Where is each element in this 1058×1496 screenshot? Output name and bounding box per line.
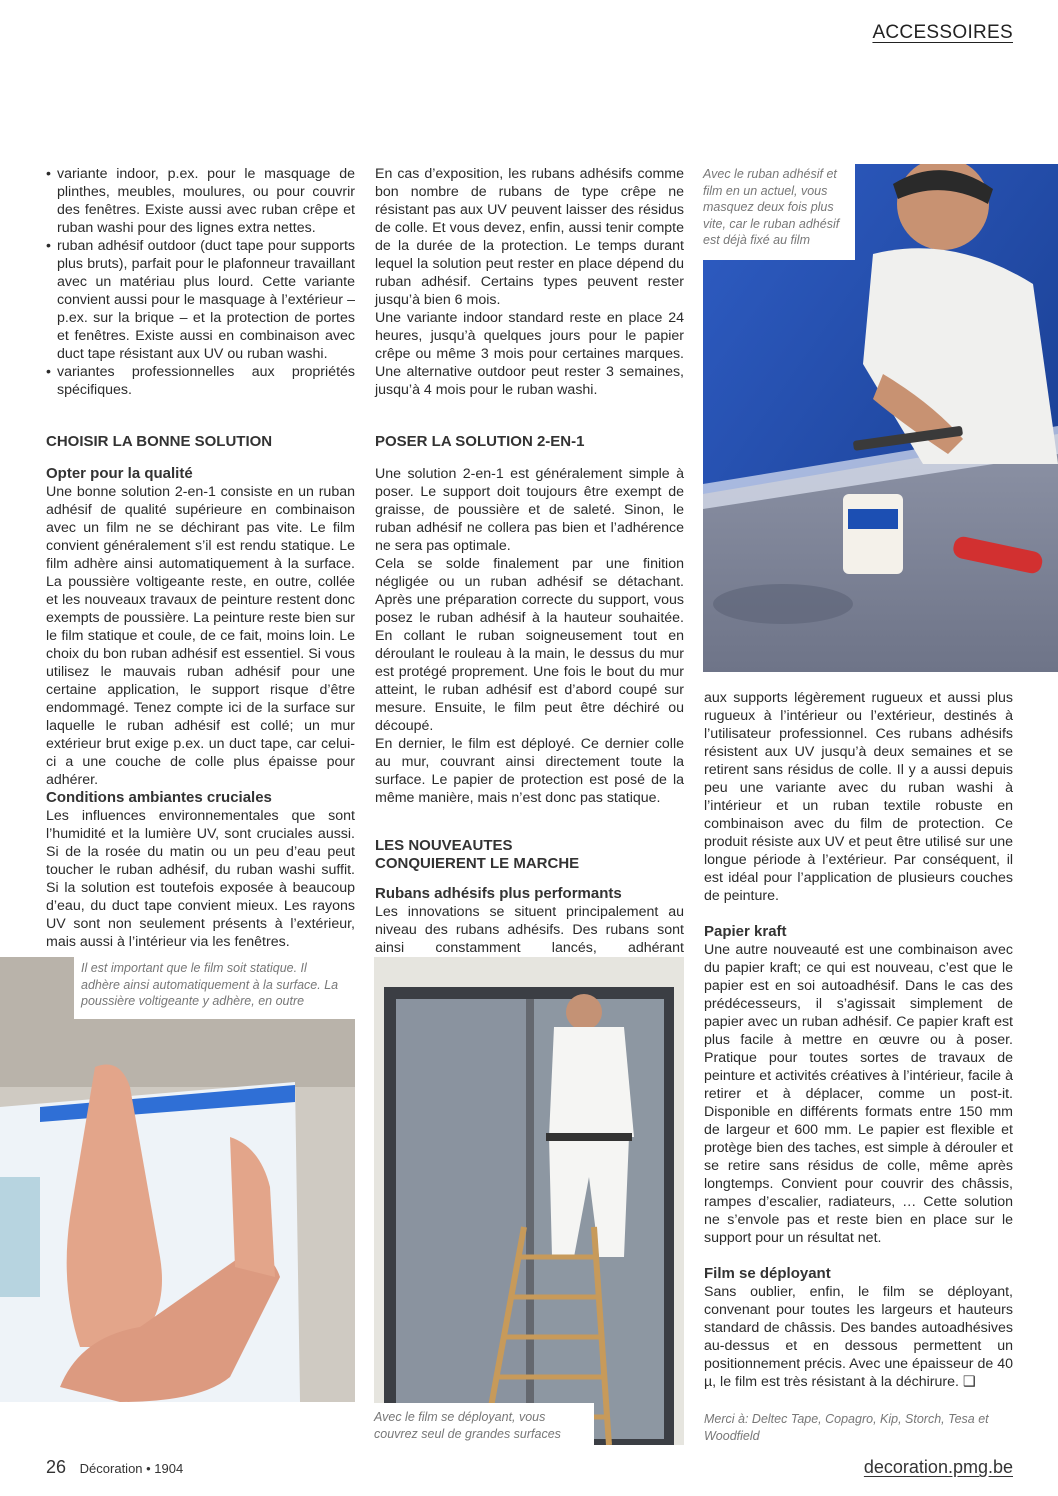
hands-photo	[0, 957, 355, 1402]
paragraph: Une bonne solution 2-en-1 consiste en un ruban adhésif de qualité supérieure en combinaison avec un film ne se déchirant pas vite. Le film convient généralement s’il est rendu statique. Le film adhère ainsi automatiquement à la surface. La poussière voltigeante reste, en outre, collée et les nouveaux travaux de peinture restent donc exempts de poussière. La peinture reste bien sur le film statique et coule, de ce fait, moins loin. Le choix du bon ruban adhésif est essentiel. Si vous utilisez le mauvais ruban adhésif pour une certaine application, le support risque d’être endommagé. Tenez compte ici de la surface sur laquelle le ruban adhésif est collé; un mur extérieur brut exige p.ex. un duct tape, car celui-ci a une couche de colle plus épaisse pour adhérer.	[46, 484, 355, 788]
paragraph: Les influences environnementales que sont l’humidité et la lumière UV, sont cruciales aussi. Si de la rosée du matin ou un peu d’eau peut toucher le ruban adhésif, du ruban washi suffit. Si la solution est toutefois exposée à beaucoup d’eau, du duct tape convient mieux. Les rayons UV sont non seulement présents à l’extérieur, mais aussi à l’intérieur via les fenêtres.	[46, 808, 355, 950]
list-item: • variante indoor, p.ex. pour le masquage de plinthes, meubles, moulures, ou pour couvrir des fenêtres. Existe aussi avec ruban crêpe et ruban washi pour des lignes extra nettes.	[46, 165, 355, 237]
subheading: Conditions ambiantes cruciales	[46, 789, 272, 806]
subheading: Film se déployant	[704, 1265, 831, 1282]
paragraph: Les innovations se situent principalement au niveau des rubans adhésifs. Des rubans sont ainsi constamment lancés, adhérant	[375, 904, 684, 956]
footer-left	[46, 1457, 183, 1478]
acknowledgements: Merci à: Deltec Tape, Copagro, Kip, Storch, Tesa et Woodfield	[704, 1412, 989, 1443]
subheading: Papier kraft	[704, 923, 787, 940]
column-2	[375, 165, 684, 975]
column-3	[704, 689, 1013, 1391]
photo-caption: Avec le film se déployant, vous couvrez seul de grandes surfaces	[374, 1403, 594, 1447]
list-item: • variantes professionnelles aux propriétés spécifiques.	[46, 363, 355, 399]
paragraph: Une solution 2-en-1 est généralement simple à poser. Le support doit toujours être exempt de graisse, de poussière et de saleté. Sinon, le ruban adhésif ne collera pas bien et l’adhérence ne sera pas optimale.	[375, 466, 684, 554]
website-link[interactable]: decoration.pmg.be	[863, 1457, 1013, 1477]
section-heading: POSER LA SOLUTION 2-EN-1	[375, 433, 585, 450]
column-1	[46, 165, 355, 951]
paragraph: Cela se solde finalement par une finition négligée ou un ruban adhésif se détachant. Après une préparation correcte du support, vous posez le ruban adhésif à la hauteur souhaitée. En collant le ruban soigneusement tout en déroulant le rouleau à la main, le dessus du mur est protégé proprement. Une fois le bout du mur atteint, le ruban adhésif est d’abord coupé sur mesure. Ensuite, le film peut être déchiré ou découpé.	[375, 556, 684, 734]
section-tag: ACCESSOIRES	[872, 22, 1013, 43]
section-heading: CHOISIR LA BONNE SOLUTION	[46, 433, 273, 450]
paragraph: En cas d’exposition, les rubans adhésifs comme bon nombre de rubans de type crêpe ne résistant pas aux UV peuvent laisser des résidus de colle. Et vous devez, enfin, aussi tenir compte de la durée de la protection. Le temps durant lequel la solution peut rester en place dépend du ruban adhésif. Certains types peuvent rester jusqu’à bien 6 mois.	[375, 166, 684, 308]
section-heading-line: LES NOUVEAUTES	[375, 837, 513, 854]
subheading: Rubans adhésifs plus performants	[375, 885, 622, 902]
bullet-list	[46, 165, 355, 399]
photo-caption: Il est important que le film soit statique. Il adhère ainsi automatiquement à la surface. La poussière voltigeante y adhère, en outre	[74, 957, 355, 1019]
paragraph: Une autre nouveauté est une combinaison avec du papier kraft; ce qui est nouveau, c’est que le papier est en soi autoadhésif. Dans le cas des prédécesseurs, il s’agissait simplement de papier avec un ruban adhésif. Ce papier kraft est plus facile à mettre en œuvre ou à poser. Pratique pour toutes sortes de travaux de peinture et activités créatives à l’intérieur, facile à retirer et à déplacer, comme un post-it. Disponible en différents formats entre 150 mm de largeur et 600 mm. Le papier est flexible et protège bien des taches, est simple à dérouler et se retire sans résidus de colle, même après longtemps. Convient pour couvrir des châssis, rampes d’escalier, radiateurs, … Cette solution ne s’envole pas et reste bien en place sur le support pour un résultat net.	[704, 942, 1013, 1246]
section-heading-line: CONQUIERENT LE MARCHE	[375, 855, 580, 872]
list-item: • ruban adhésif outdoor (duct tape pour supports plus bruts), parfait pour le plafonneur travaillant avec un matériau plus lourd. Cette variante convient aussi pour le masquage à l’extérieur – p.ex. sur la brique – et la protection de portes et fenêtres. Existe aussi en combinaison avec duct tape résistant aux UV ou ruban washi.	[46, 237, 355, 363]
paragraph: Sans oublier, enfin, le film se déployant, convenant pour toutes les largeurs et hauteurs standard de châssis. Des bandes autoadhésives au-dessus et en dessous permettent un positionnement précis. Avec une épaisseur de 40 µ, le film est très résistant à la déchirure. ❑	[704, 1284, 1013, 1390]
paragraph: aux supports légèrement rugueux et aussi plus rugueux à l’intérieur ou l’extérieur, destinés à l’utilisateur professionnel. Ces rubans adhésifs résistent aux UV jusqu’à deux semaines et se retirent sans résidus de colle. Il y a aussi depuis peu une variante avec du ruban washi à l’intérieur et un ruban textile robuste en combinaison avec du film de protection. Ce produit résiste aux UV et peut être utilisé sur une longue période à l’extérieur. Par conséquent, il est idéal pour l’application de plusieurs couches de peinture.	[704, 690, 1013, 904]
page-number: 26	[46, 1457, 67, 1477]
paragraph: En dernier, le film est déployé. Ce dernier colle au mur, couvrant ainsi directement toute la surface. Le papier de protection est posé de la même manière, mais n’est donc pas statique.	[375, 736, 684, 806]
ladder-photo	[374, 957, 684, 1445]
subheading: Opter pour la qualité	[46, 465, 193, 482]
paragraph: Une variante indoor standard reste en place 24 heures, jusqu’à quelques jours pour le papier crêpe ou même 3 mois pour certaines marques. Une alternative outdoor peut rester 3 semaines, jusqu’à 4 mois pour le ruban washi.	[375, 310, 684, 398]
photo-caption: Avec le ruban adhésif et film en un actuel, vous masquez deux fois plus vite, car le ruban adhésif est déjà fixé au film	[703, 164, 855, 260]
section-heading	[375, 837, 684, 873]
magazine-issue: Décoration • 1904	[79, 1461, 184, 1476]
